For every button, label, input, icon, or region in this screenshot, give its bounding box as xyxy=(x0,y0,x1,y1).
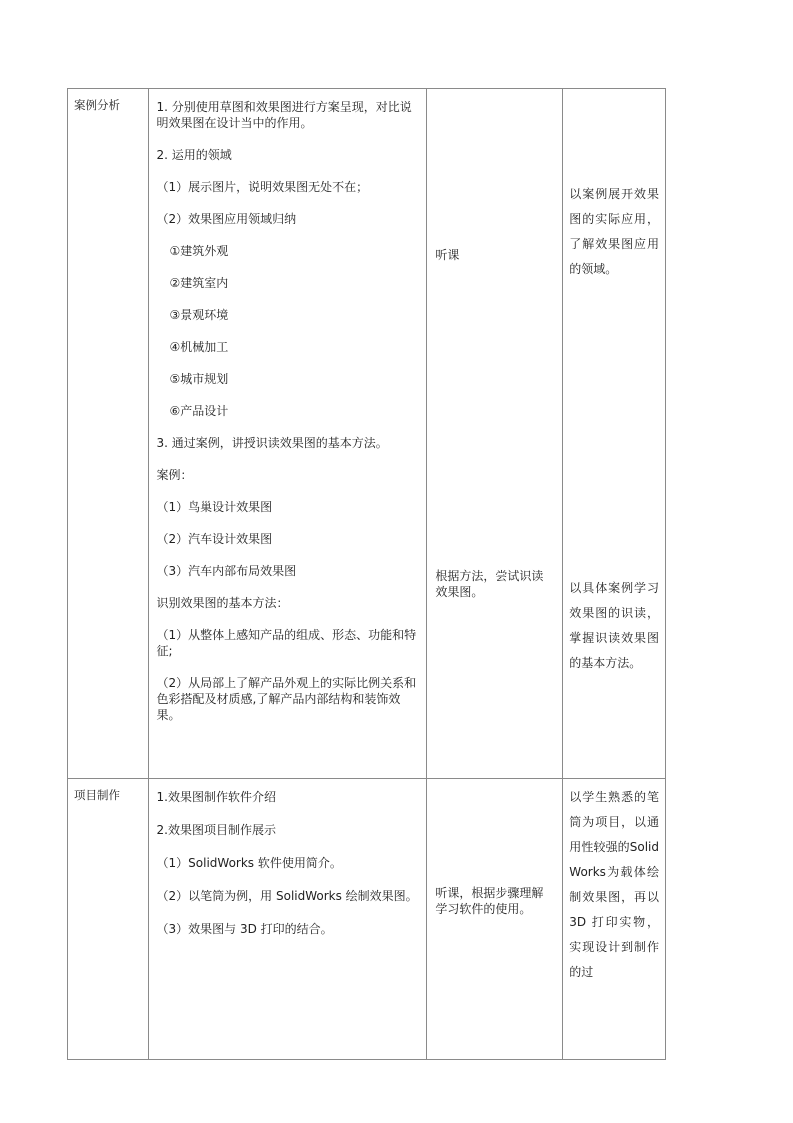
goal-cell xyxy=(563,89,666,779)
content-line: ⑥产品设计 xyxy=(169,404,229,418)
content-line: （2）以笔筒为例，用 SolidWorks 绘制效果图。 xyxy=(156,889,418,903)
student-activity: 听课，根据步骤理解学习软件的使用。 xyxy=(435,886,544,916)
content-line: 2.效果图项目制作展示 xyxy=(156,823,276,837)
activity-cell xyxy=(427,89,563,779)
content-line: （3）汽车内部布局效果图 xyxy=(156,564,297,578)
content-line: 案例： xyxy=(156,468,193,482)
content-line: （2）汽车设计效果图 xyxy=(156,532,273,546)
student-activity: 根据方法，尝试识读效果图。 xyxy=(435,569,544,599)
activity-cell xyxy=(427,779,563,1060)
row-label-cell xyxy=(68,779,149,1060)
content-line: （1）SolidWorks 软件使用简介。 xyxy=(156,856,342,870)
design-intent: 以学生熟悉的笔筒为项目，以通用性较强的SolidWorks为载体绘制效果图，再以3D 打印实物，实现设计到制作的过 xyxy=(569,790,659,979)
content-cell xyxy=(148,779,427,1060)
content-line: （2）效果图应用领域归纳 xyxy=(156,212,297,226)
goal-cell xyxy=(563,779,666,1060)
content-line: （3）效果图与 3D 打印的结合。 xyxy=(156,922,333,936)
content-cell xyxy=(148,89,427,779)
content-line: ③景观环境 xyxy=(169,308,229,322)
table-row xyxy=(68,779,666,1060)
content-line: （1）鸟巢设计效果图 xyxy=(156,500,273,514)
design-intent: 以案例展开效果图的实际应用，了解效果图应用的领域。 xyxy=(569,187,659,276)
student-activity: 听课 xyxy=(435,248,460,262)
row-label: 项目制作 xyxy=(74,788,120,802)
content-line: ①建筑外观 xyxy=(169,244,229,258)
content-line: （2）从局部上了解产品外观上的实际比例关系和色彩搭配及材质感,了解产品内部结构和装饰效果。 xyxy=(156,676,417,722)
content-line: ②建筑室内 xyxy=(169,276,229,290)
content-line: 1. 分别使用草图和效果图进行方案呈现，对比说明效果图在设计当中的作用。 xyxy=(156,100,412,130)
content-line: 3. 通过案例，讲授识读效果图的基本方法。 xyxy=(156,436,388,450)
row-label-cell xyxy=(68,89,149,779)
content-line: 2. 运用的领域 xyxy=(156,148,232,162)
content-line: （1）从整体上感知产品的组成、形态、功能和特征; xyxy=(156,628,417,658)
lesson-plan-table xyxy=(67,88,666,1060)
content-line: 1.效果图制作软件介绍 xyxy=(156,790,276,804)
row-label: 案例分析 xyxy=(74,98,120,112)
content-line: 识别效果图的基本方法： xyxy=(156,596,289,610)
table-row xyxy=(68,89,666,779)
content-line: （1）展示图片，说明效果图无处不在； xyxy=(156,180,369,194)
content-line: ⑤城市规划 xyxy=(169,372,229,386)
design-intent: 以具体案例学习效果图的识读，掌握识读效果图的基本方法。 xyxy=(569,581,659,670)
content-line: ④机械加工 xyxy=(169,340,229,354)
